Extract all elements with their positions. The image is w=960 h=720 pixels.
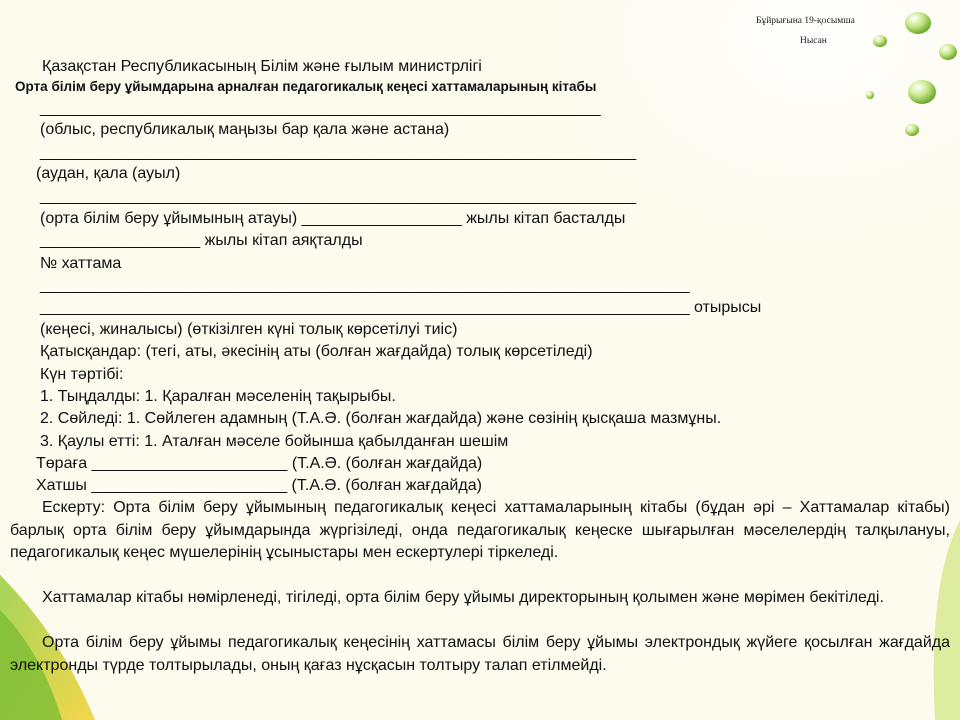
organization-line: (орта білім беру ұйымының атауы) __________________ жылы кітап басталды xyxy=(40,210,626,227)
participants-label: Қатысқандар: (тегі, аты, әкесінің аты (болған жағдайда) толық көрсетіледі) xyxy=(40,343,593,360)
secretary-signature-line: Хатшы ______________________ (Т.А.Ә. (болған жағдайда) xyxy=(36,477,482,494)
book-ended-line: __________________ жылы кітап аяқталды xyxy=(40,232,363,249)
district-label: (аудан, қала (ауыл) xyxy=(36,165,181,182)
agenda-heading: Күн тәртібі: xyxy=(40,366,124,383)
blank-line: _______________________________________________________________ xyxy=(40,100,601,117)
appendix-label: Бұйрығына 19-қосымша xyxy=(756,16,855,26)
form-label: Нысан xyxy=(800,36,827,46)
council-label: (кеңесі, жиналысы) (өткізілген күні толық көрсетілуі тиіс) xyxy=(40,321,458,338)
blank-line: _________________________________________________________________________ xyxy=(40,277,690,294)
book-title: Орта білім беру ұйымдарына арналған педагогикалық кеңесі хаттамаларының кітабы xyxy=(15,79,597,94)
blank-line: ___________________________________________________________________ xyxy=(40,144,637,161)
meeting-line: _________________________________________________________________________ отырысы xyxy=(40,299,762,316)
ministry-title: Қазақстан Республикасының Білім және ғылым министрлігі xyxy=(42,58,482,75)
agenda-item: 1. Тыңдалды: 1. Қаралған мәселенің тақырыбы. xyxy=(40,388,396,405)
protocol-number: № хаттама xyxy=(40,255,122,272)
blank-line: ___________________________________________________________________ xyxy=(40,188,637,205)
agenda-item: 3. Қаулы етті: 1. Аталған мәселе бойынша қабылданған шешім xyxy=(40,433,509,450)
agenda-item: 2. Сөйледі: 1. Сөйлеген адамның (Т.А.Ә. (болған жағдайда) және сөзінің қысқаша мазмұны. xyxy=(40,410,722,427)
region-label: (облыс, республикалық маңызы бар қала және астана) xyxy=(40,121,450,138)
note-paragraph: Ескерту: Орта білім беру ұйымының педагогикалық кеңесі хаттамаларының кітабы (бұдан әрі – Хаттамалар кітабы) барлық орта білім беру ұйымдарында жүргізіледі, онда педагогикалық кеңеске шығарылған мәселелердің талқылануы, педагогикалық кеңес мүшелерінің ұсыныстары мен ескертулері тіркеледі. xyxy=(10,499,950,561)
note-paragraph: Хаттамалар кітабы нөмірленеді, тігіледі, орта білім беру ұйымы директорының қолымен және мөрімен бекітіледі. xyxy=(42,589,884,606)
note-paragraph: Орта білім беру ұйымы педагогикалық кеңесінің хаттамасы білім беру ұйымы электрондық жүйеге қосылған жағдайда электронды түрде толтырылады, оның қағаз нұсқасын толтыру талап етілмейді. xyxy=(10,634,950,674)
chair-signature-line: Төраға ______________________ (Т.А.Ә. (болған жағдайда) xyxy=(36,455,483,472)
